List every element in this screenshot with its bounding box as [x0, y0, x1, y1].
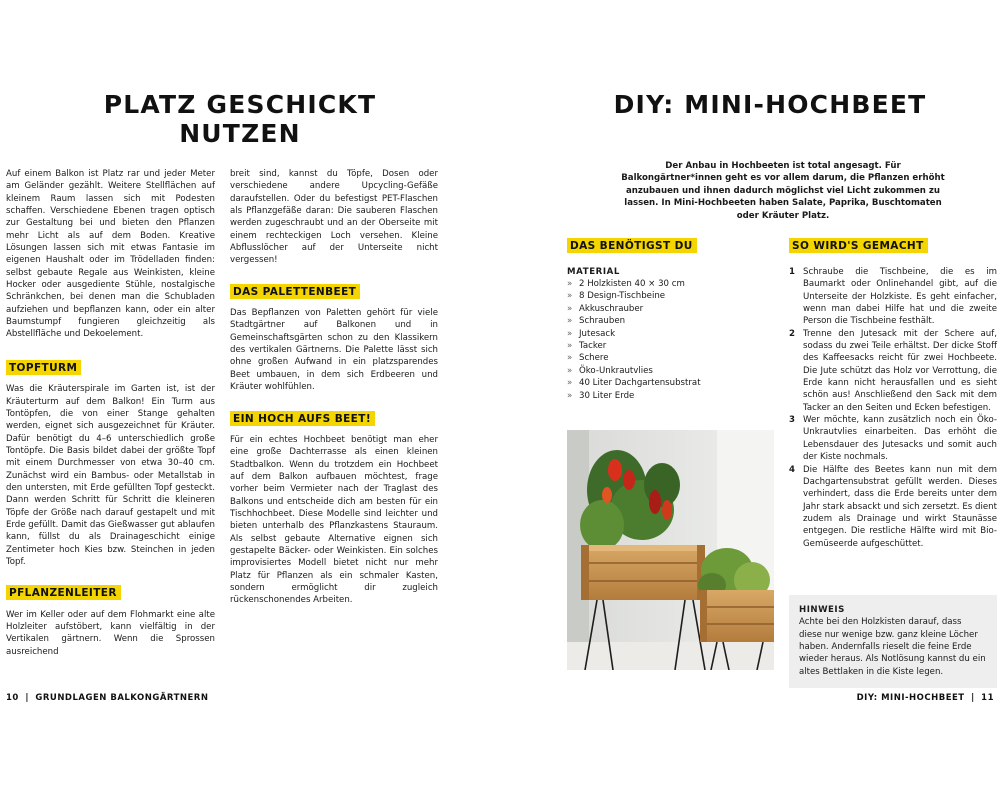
heading-benoetigst: DAS BENÖTIGST DU	[567, 238, 697, 253]
left-title-line2: NUTZEN	[179, 119, 301, 148]
step-number: 3	[789, 415, 795, 426]
topfturm-paragraph: Was die Kräuterspirale im Garten ist, ist der Kräuterturm auf dem Balkon! Ein Turm aus Tontöpfen, die von einer Stange gehalten werden, eignet sich ausgezeichnet für Kräuter. Dafür benötigt du 4–6 unterschiedlich große Tontöpfe. Die Basis bildet dabei der größte Topf mit einem Durchmesser von etwa 30–40 cm. Zunächst wird ein Bambus- oder Metallstab in den untersten, mit Erde gefüllten Topf gesteckt. Dann werden Schritt für Schritt die kleineren Töpfe der Größe nach darauf gestapelt und mit Erde gefüllt. Damit das Gießwasser gut ablaufen kann, füllst du als Drainageschicht einige Zentimeter hoch Kies bzw. Steinchen in jeden Topf.	[6, 384, 215, 567]
step-number: 4	[789, 464, 795, 475]
left-footer	[6, 693, 208, 703]
material-item: » 30 Liter Erde	[567, 390, 767, 402]
material-label: MATERIAL	[567, 267, 621, 277]
materials-list	[567, 278, 767, 402]
intro-paragraph: Auf einem Balkon ist Platz rar und jeder Meter am Geländer gezählt. Weitere Stellflächen auf kleinem Raum lassen sich mit Podesten schaffen. Verschiedene Ebenen tragen optisch zur Gestaltung bei und bieten den Pflanzen mehr Licht als auf dem Boden. Kreative Lösungen lassen sich mit etwas Fantasie im eigenen Haushalt oder im Trödelladen finden: selbst gebaute Regale aus Weinkisten, kleine Hocker oder ausgediente Stühle, nostalgische Schränkchen, bei denen man die Schubladen aufziehen und bepflanzen kann, oder ein alter Baumstumpf fungieren gleichzeitig als Abstellfläche und Dekoelement.	[6, 169, 215, 340]
step-text: Schraube die Tischbeine, die es im Baumarkt oder Onlinehandel gibt, auf die Unterseite der Holzkiste. Es geht einfacher, wenn man dabei Hilfe hat und die zweite Person die Tischbeine festhält.	[803, 267, 997, 327]
heading-so-wirds-gemacht: SO WIRD'S GEMACHT	[789, 238, 928, 253]
material-item: » Schrauben	[567, 315, 767, 327]
hochbeet-photo	[567, 430, 774, 670]
material-item: » Tacker	[567, 340, 767, 352]
material-item: » 8 Design-Tischbeine	[567, 290, 767, 302]
steps-column	[789, 234, 997, 550]
step-item	[789, 266, 997, 328]
pflanzenleiter-paragraph: Wer im Keller oder auf dem Flohmarkt eine alte Holzleiter aufstöbert, kann vielfältig in der Vertikalen gärtnern. Wenn die Sprossen ausreichend	[6, 609, 215, 657]
step-item	[789, 328, 997, 414]
palettenbeet-paragraph: Das Bepflanzen von Paletten gehört für viele Stadtgärtner auf Balkonen und in Gemeinschaftsgärten schon zu den Klassikern des vertikalen Gärtnerns. Die Palette lässt sich ohne großen Aufwand in ein platzsparendes Beet umbauen, in dem sich Erdbeeren und Kräuter wohlfühlen.	[230, 308, 438, 393]
step-number: 1	[789, 267, 795, 277]
heading-pflanzenleiter: PFLANZENLEITER	[6, 585, 121, 600]
left-title-line1: PLATZ GESCHICKT	[103, 90, 377, 119]
left-page-number: 10	[6, 693, 19, 703]
left-column-1	[6, 168, 215, 658]
col2-continuation: breit sind, kannst du Töpfe, Dosen oder verschiedene andere Upcycling-Gefäße daraufstellen. Oder du befestigst PET-Flaschen als Pflanzgefäße daran: Die sauberen Flaschen werden zugeschraubt und an der Oberseite mit einem rechteckigen Loch versehen. Kleine Abflusslöcher auf der Unterseite nicht vergessen!	[230, 169, 438, 266]
step-text: Wer möchte, kann zusätzlich noch ein Öko-Unkrautvlies einarbeiten. Das erhöht die Lebensdauer des Jutesacks und somit auch der Kiste nochmals.	[803, 415, 997, 463]
material-item: » Akkuschrauber	[567, 303, 767, 315]
left-column-2	[230, 168, 438, 607]
left-footer-separator: |	[25, 693, 29, 703]
hoch-paragraph: Für ein echtes Hochbeet benötigt man eher eine große Dachterrasse als einen kleinen Stadtbalkon. Wenn du trotzdem ein Hochbeet auf dem Balkon aufbauen möchtest, frage vorher beim Vermieter nach der Traglast des Balkons und entscheide dich am besten für ein Tischhochbeet. Diese Modelle sind leichter und bieten unterhalb des Pflanzkastens Stauraum. Als selbst gebaute Alternative eignen sich gestapelte Bäcker- oder Weinkisten. Ein solches improvisiertes Modell bietet nicht nur mehr Platz für Pflanzen als ein schmaler Kasten, sondern ermöglicht dir zugleich rückenschonendes Arbeiten.	[230, 434, 438, 606]
right-footer	[857, 693, 994, 703]
hint-title: HINWEIS	[799, 605, 845, 615]
heading-palettenbeet: DAS PALETTENBEET	[230, 284, 360, 299]
step-text: Die Hälfte des Beetes kann nun mit dem Dachgartensubstrat gefüllt werden. Dieses verhindert, dass die Erde bereits unter dem Jahr stark absackt und sich zersetzt. Es dient zudem als Drainage und wirkt Staunässe entgegen. Die restliche Hälfte wird mit Bio-Gemüseerde aufgeschüttet.	[803, 464, 997, 549]
step-item	[789, 464, 997, 550]
materials-column	[567, 234, 767, 402]
right-footer-chapter: DIY: MINI-HOCHBEET	[856, 693, 965, 703]
right-page-number: 11	[981, 693, 994, 703]
hint-box	[789, 595, 997, 688]
lead-paragraph: Der Anbau in Hochbeeten ist total angesagt. Für Balkongärtner*innen geht es vor allem darum, die Pflanzen erhöht anzubauen und ihnen dadurch möglichst viel Licht zukommen zu lassen. In Mini-Hochbeeten haben Salate, Paprika, Buschtomaten oder Kräuter Platz.	[621, 161, 945, 221]
step-number: 2	[789, 328, 795, 339]
heading-topfturm: TOPFTURM	[6, 360, 81, 375]
left-title	[60, 90, 420, 148]
material-item: » Schere	[567, 352, 767, 364]
step-item	[789, 414, 997, 463]
hint-text: Achte bei den Holzkisten darauf, dass diese nur wenige bzw. ganz kleine Löcher haben. Andernfalls rieselt die feine Erde wieder heraus. Als Notlösung kannst du ein altes Bettlaken in die Kiste legen.	[799, 617, 986, 677]
material-item: » 40 Liter Dachgartensubstrat	[567, 377, 767, 389]
step-text: Trenne den Jutesack mit der Schere auf, sodass du zwei Teile erhältst. Der dicke Stoff des Kaffeesacks reicht für zwei Hochbeete. Die Jute schützt das Holz vor Verrottung, die Erde kann nicht herausfallen und es sieht schön aus! Anschließend den Sack mit dem Tacker an den Seiten und Ecken befestigen.	[803, 328, 997, 413]
heading-hoch-aufs-beet: EIN HOCH AUFS BEET!	[230, 411, 375, 426]
steps-list	[789, 266, 997, 550]
material-item: » Öko-Unkrautvlies	[567, 365, 767, 377]
material-item: » 2 Holzkisten 40 × 30 cm	[567, 278, 767, 290]
material-item: » Jutesack	[567, 328, 767, 340]
left-footer-chapter: GRUNDLAGEN BALKONGÄRTNERN	[35, 693, 209, 703]
right-footer-separator: |	[971, 693, 975, 703]
right-title: DIY: MINI-HOCHBEET	[613, 90, 927, 119]
